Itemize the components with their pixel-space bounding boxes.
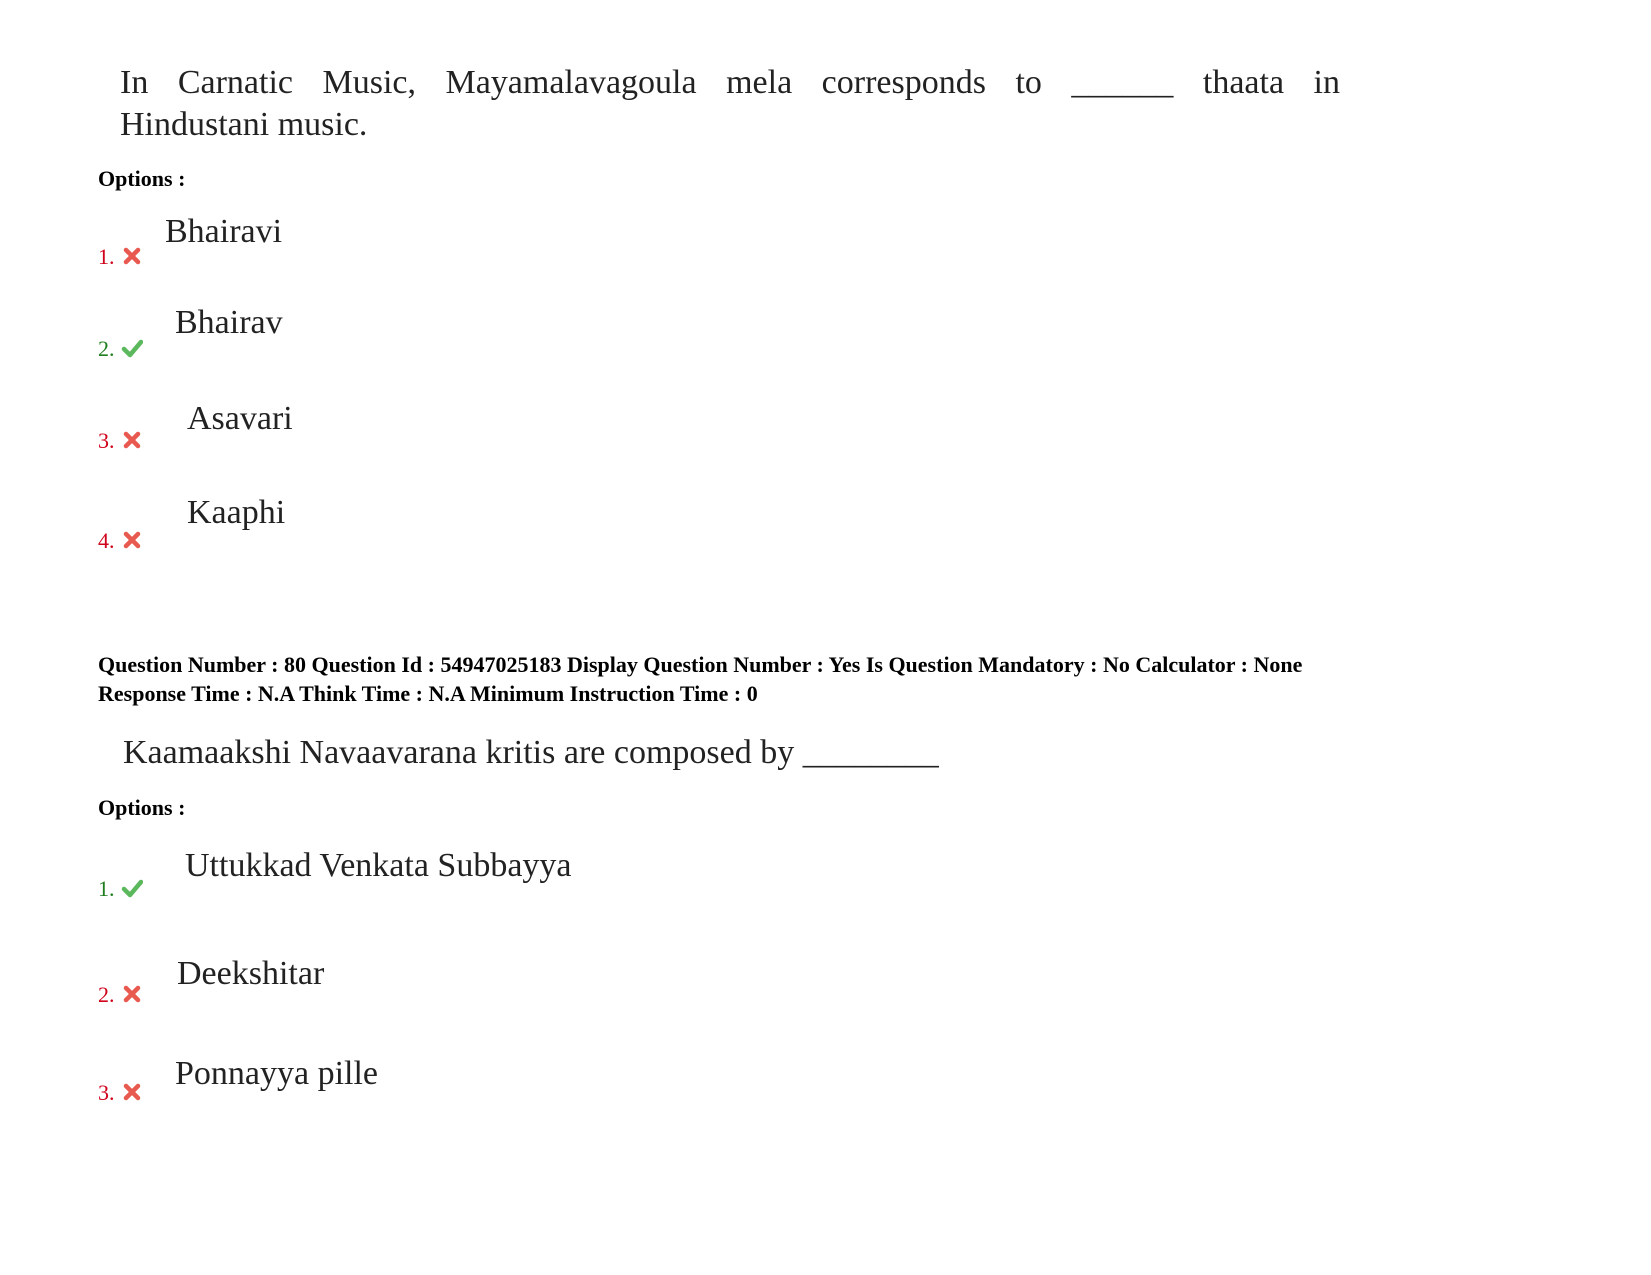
- option-number-label: 1.: [98, 876, 115, 901]
- option-text-1: Bhairavi: [165, 213, 283, 250]
- option-number-4: [98, 528, 143, 554]
- options-label: Options :: [98, 795, 186, 820]
- option-text-2: Bhairav: [175, 304, 283, 341]
- option-text-3: Asavari: [187, 400, 293, 437]
- check-icon: [121, 877, 143, 899]
- option-text-4: Kaaphi: [187, 494, 286, 531]
- question-text-line1: In Carnatic Music, Mayamalavagoula mela corresponds to ______ thaata in: [120, 64, 1340, 101]
- option-number-label: 1.: [98, 244, 115, 269]
- question-text-line2: Hindustani music.: [120, 106, 368, 143]
- option-number-3: [98, 428, 143, 454]
- question-meta-line1: Question Number : 80 Question Id : 54947025183 Display Question Number : Yes Is Question Mandatory : No Calculator : None: [98, 652, 1303, 677]
- question-text: Kaamaakshi Navaavarana kritis are composed by ________: [123, 734, 939, 771]
- cross-icon: [121, 529, 143, 551]
- option-text-1: Uttukkad Venkata Subbayya: [185, 847, 572, 884]
- cross-icon: [121, 429, 143, 451]
- option-number-label: 2.: [98, 982, 115, 1007]
- option-text-3: Ponnayya pille: [175, 1055, 379, 1092]
- cross-icon: [121, 983, 143, 1005]
- option-text-2: Deekshitar: [177, 955, 325, 992]
- option-number-2: [98, 982, 143, 1008]
- option-number-1: [98, 244, 143, 270]
- option-number-3: [98, 1080, 143, 1106]
- check-icon: [121, 337, 143, 359]
- option-number-1: [98, 876, 143, 902]
- option-number-label: 3.: [98, 1080, 115, 1105]
- cross-icon: [121, 1081, 143, 1103]
- option-number-label: 4.: [98, 528, 115, 553]
- cross-icon: [121, 245, 143, 267]
- option-number-label: 2.: [98, 336, 115, 361]
- options-label: Options :: [98, 166, 186, 191]
- question-meta-line2: Response Time : N.A Think Time : N.A Minimum Instruction Time : 0: [98, 681, 758, 706]
- option-number-label: 3.: [98, 428, 115, 453]
- option-number-2: [98, 336, 143, 362]
